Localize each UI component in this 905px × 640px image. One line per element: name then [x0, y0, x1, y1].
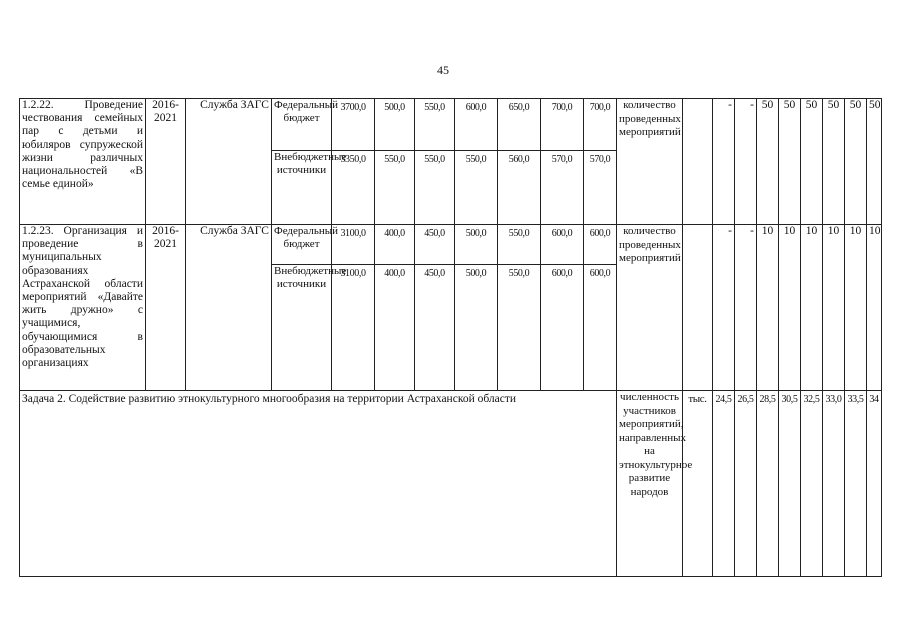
source-cell: Федеральный бюджет: [272, 99, 332, 151]
value-cell: 3350,0: [332, 151, 375, 225]
target-cell: 10: [757, 225, 779, 391]
value-cell: 600,0: [584, 265, 617, 391]
target-cell: 10: [823, 225, 845, 391]
value-cell: 500,0: [455, 225, 498, 265]
value-cell: 400,0: [375, 265, 415, 391]
executor-cell: Служба ЗАГС: [186, 225, 272, 391]
target-cell: 33,0: [823, 391, 845, 577]
value-cell: 450,0: [415, 225, 455, 265]
activity-cell: 1.2.22. Проведение чествования семейных пар с детьми и юбиляров супружеской жизни различных национальностей «В семье единой»: [20, 99, 146, 225]
value-cell: 3100,0: [332, 225, 375, 265]
target-cell: -: [735, 225, 757, 391]
value-cell: 500,0: [375, 99, 415, 151]
target-cell: 10: [845, 225, 867, 391]
period-cell: 2016-2021: [146, 99, 186, 225]
value-cell: 700,0: [584, 99, 617, 151]
target-cell: 50: [757, 99, 779, 225]
target-cell: 10: [801, 225, 823, 391]
target-cell: 50: [845, 99, 867, 225]
target-cell: 33,5: [845, 391, 867, 577]
value-cell: 450,0: [415, 265, 455, 391]
target-cell: -: [735, 99, 757, 225]
value-cell: 550,0: [415, 99, 455, 151]
value-cell: 600,0: [541, 265, 584, 391]
task-title-cell: Задача 2. Содействие развитию этнокультурного многообразия на территории Астраханской области: [20, 391, 617, 577]
value-cell: 500,0: [455, 265, 498, 391]
table-row: [20, 225, 882, 265]
value-cell: 550,0: [415, 151, 455, 225]
source-cell: Внебюджетные источники: [272, 151, 332, 225]
target-cell: 50: [801, 99, 823, 225]
target-cell: 50: [867, 99, 882, 225]
target-cell: 28,5: [757, 391, 779, 577]
value-cell: 550,0: [375, 151, 415, 225]
indicator-cell: количество проведенных мероприятий: [617, 99, 683, 225]
value-cell: 600,0: [455, 99, 498, 151]
value-cell: 400,0: [375, 225, 415, 265]
value-cell: 700,0: [541, 99, 584, 151]
table-row: [20, 391, 882, 577]
value-cell: 600,0: [541, 225, 584, 265]
table-row: [20, 99, 882, 151]
target-cell: 24,5: [713, 391, 735, 577]
target-cell: 30,5: [779, 391, 801, 577]
value-cell: 550,0: [455, 151, 498, 225]
target-cell: 10: [779, 225, 801, 391]
target-cell: 50: [779, 99, 801, 225]
value-cell: 560,0: [498, 151, 541, 225]
program-table: [19, 98, 882, 577]
executor-cell: Служба ЗАГС: [186, 99, 272, 225]
value-cell: 570,0: [584, 151, 617, 225]
value-cell: 550,0: [498, 265, 541, 391]
indicator-cell: численность участников мероприятий, направленных на этнокультурное развитие народов: [617, 391, 683, 577]
target-cell: -: [713, 225, 735, 391]
value-cell: 3100,0: [332, 265, 375, 391]
period-cell: 2016-2021: [146, 225, 186, 391]
target-cell: 10: [867, 225, 882, 391]
value-cell: 570,0: [541, 151, 584, 225]
target-cell: -: [713, 99, 735, 225]
target-cell: 32,5: [801, 391, 823, 577]
value-cell: 650,0: [498, 99, 541, 151]
activity-cell: 1.2.23. Организация и проведение в муниципальных образованиях Астраханской области мероприятий «Давайте жить дружно» с учащимися, обучающимися в образовательных организациях: [20, 225, 146, 391]
value-cell: 550,0: [498, 225, 541, 265]
target-cell: 50: [823, 99, 845, 225]
page-number: 45: [437, 63, 449, 77]
source-cell: Внебюджетные источники: [272, 265, 332, 391]
unit-cell: [683, 225, 713, 391]
unit-cell: тыс.: [683, 391, 713, 577]
source-cell: Федеральный бюджет: [272, 225, 332, 265]
target-cell: 34: [867, 391, 882, 577]
target-cell: 26,5: [735, 391, 757, 577]
indicator-cell: количество проведенных мероприятий: [617, 225, 683, 391]
value-cell: 600,0: [584, 225, 617, 265]
unit-cell: [683, 99, 713, 225]
value-cell: 3700,0: [332, 99, 375, 151]
